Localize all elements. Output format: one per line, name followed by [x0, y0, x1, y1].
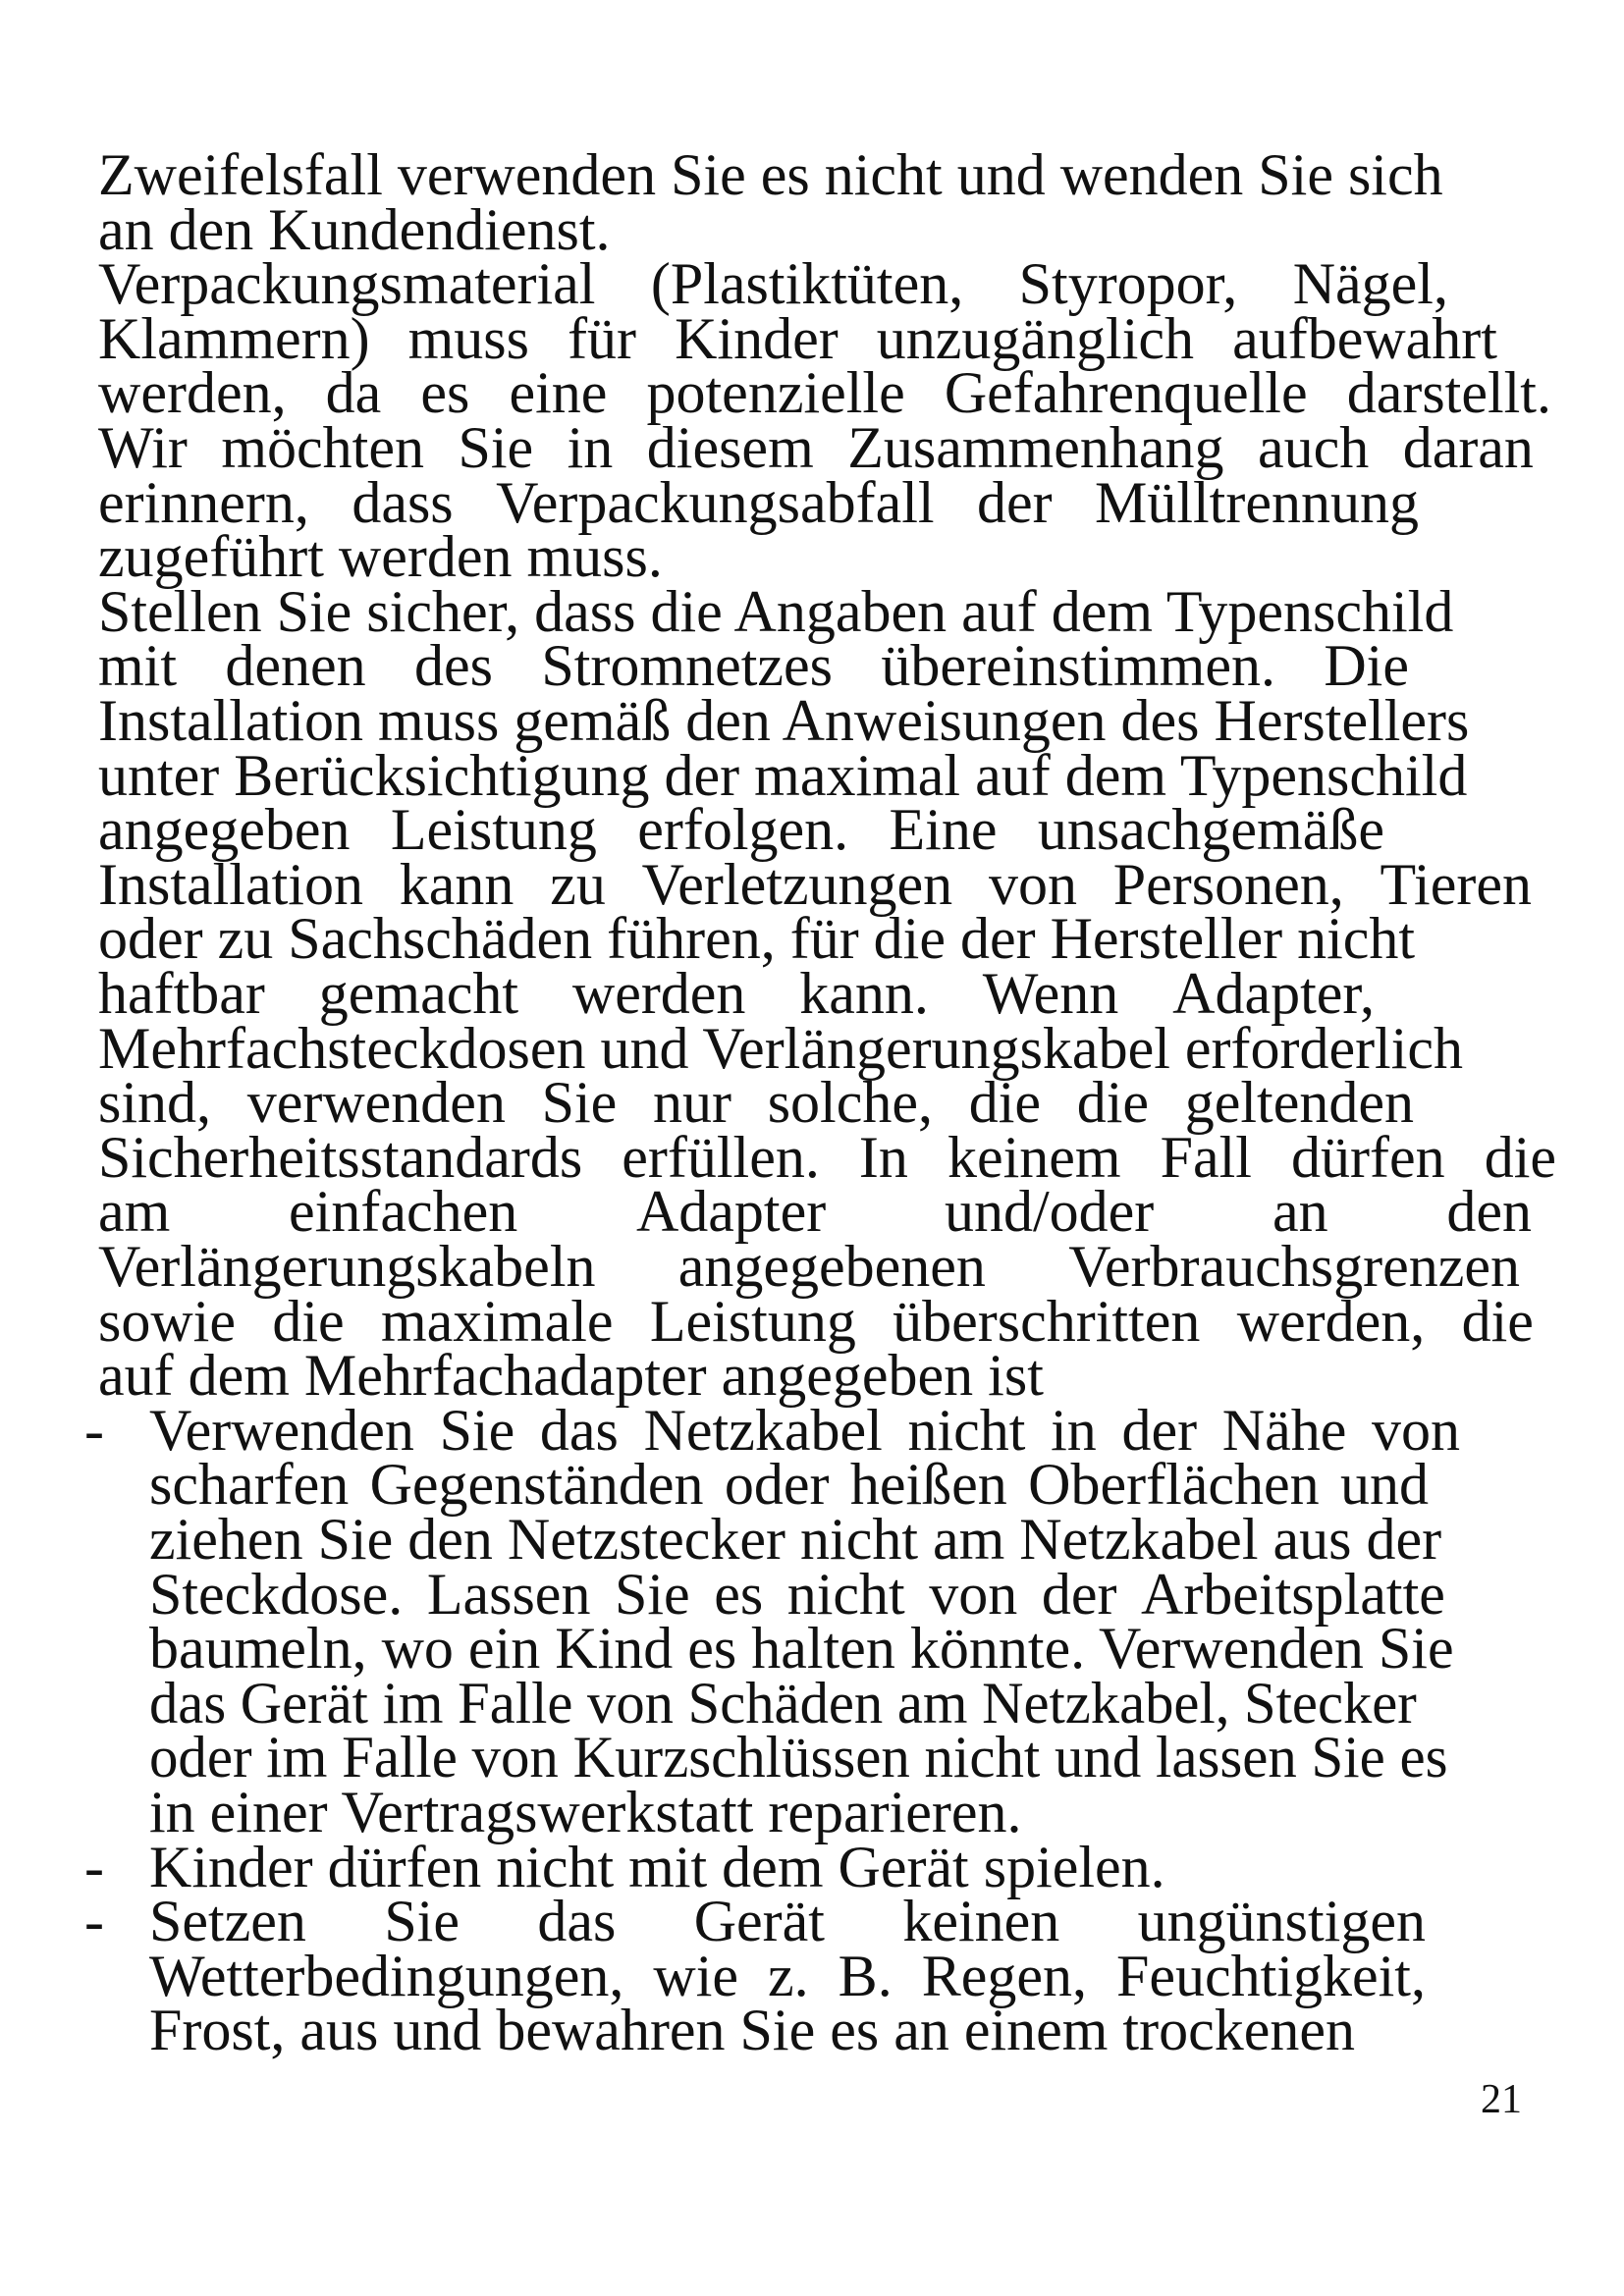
text-line: Verpackungsmaterial (Plastiktüten, Styropor, Nägel,	[98, 251, 1448, 316]
text-line: zugeführt werden muss.	[98, 524, 663, 589]
text-line: oder zu Sachschäden führen, für die der Hersteller nicht	[98, 906, 1416, 971]
text-line: an den Kundendienst.	[98, 197, 611, 262]
bullet-dash: -	[84, 1835, 104, 1899]
text-line: am einfachen Adapter und/oder an den	[98, 1179, 1532, 1244]
text-line: baumeln, wo ein Kind es halten könnte. Verwenden Sie	[149, 1616, 1454, 1681]
text-line: sind, verwenden Sie nur solche, die die geltenden	[98, 1070, 1414, 1135]
text-line: Klammern) muss für Kinder unzugänglich aufbewahrt	[98, 306, 1497, 371]
text-line: das Gerät im Falle von Schäden am Netzkabel, Stecker	[149, 1671, 1417, 1735]
text-line: Frost, aus und bewahren Sie es an einem trockenen	[149, 1998, 1355, 2062]
text-line: ziehen Sie den Netzstecker nicht am Netzkabel aus der	[149, 1507, 1442, 1572]
text-line: Zweifelsfall verwenden Sie es nicht und wenden Sie sich	[98, 142, 1443, 207]
text-line: in einer Vertragswerkstatt reparieren.	[149, 1780, 1022, 1844]
bullet-dash: -	[84, 1889, 104, 1953]
text-line: Installation muss gemäß den Anweisungen des Herstellers	[98, 688, 1470, 753]
text-line: unter Berücksichtigung der maximal auf dem Typenschild	[98, 743, 1468, 808]
text-line: werden, da es eine potenzielle Gefahrenquelle darstellt.	[98, 360, 1551, 425]
text-line: Wetterbedingungen, wie z. B. Regen, Feuchtigkeit,	[149, 1944, 1426, 2008]
text-line: erinnern, dass Verpackungsabfall der Mülltrennung	[98, 470, 1419, 535]
text-line: Sicherheitsstandards erfüllen. In keinem Fall dürfen die	[98, 1125, 1556, 1190]
text-line: auf dem Mehrfachadapter angegeben ist	[98, 1343, 1044, 1408]
text-line: sowie die maximale Leistung überschritten werden, die	[98, 1289, 1534, 1354]
text-line: Wir möchten Sie in diesem Zusammenhang auch daran	[98, 415, 1534, 480]
text-line: Stellen Sie sicher, dass die Angaben auf dem Typenschild	[98, 579, 1454, 644]
text-line: Verlängerungskabeln angegebenen Verbrauchsgrenzen	[98, 1234, 1520, 1299]
text-line: scharfen Gegenständen oder heißen Oberflächen und	[149, 1452, 1429, 1517]
text-line: Steckdose. Lassen Sie es nicht von der Arbeitsplatte	[149, 1562, 1445, 1627]
text-line: Setzen Sie das Gerät keinen ungünstigen	[149, 1889, 1426, 1953]
text-line: Installation kann zu Verletzungen von Personen, Tieren	[98, 852, 1532, 917]
text-line: angegeben Leistung erfolgen. Eine unsachgemäße	[98, 797, 1384, 862]
text-line: Verwenden Sie das Netzkabel nicht in der Nähe von	[149, 1398, 1460, 1463]
text-line: oder im Falle von Kurzschlüssen nicht und lassen Sie es	[149, 1725, 1448, 1789]
bullet-dash: -	[84, 1398, 104, 1463]
text-line: Mehrfachsteckdosen und Verlängerungskabel erforderlich	[98, 1016, 1464, 1081]
text-line: mit denen des Stromnetzes übereinstimmen. Die	[98, 633, 1409, 698]
text-line: haftbar gemacht werden kann. Wenn Adapter,	[98, 961, 1375, 1026]
page-number: 21	[1481, 2077, 1522, 2122]
text-line: Kinder dürfen nicht mit dem Gerät spielen.	[149, 1835, 1165, 1899]
